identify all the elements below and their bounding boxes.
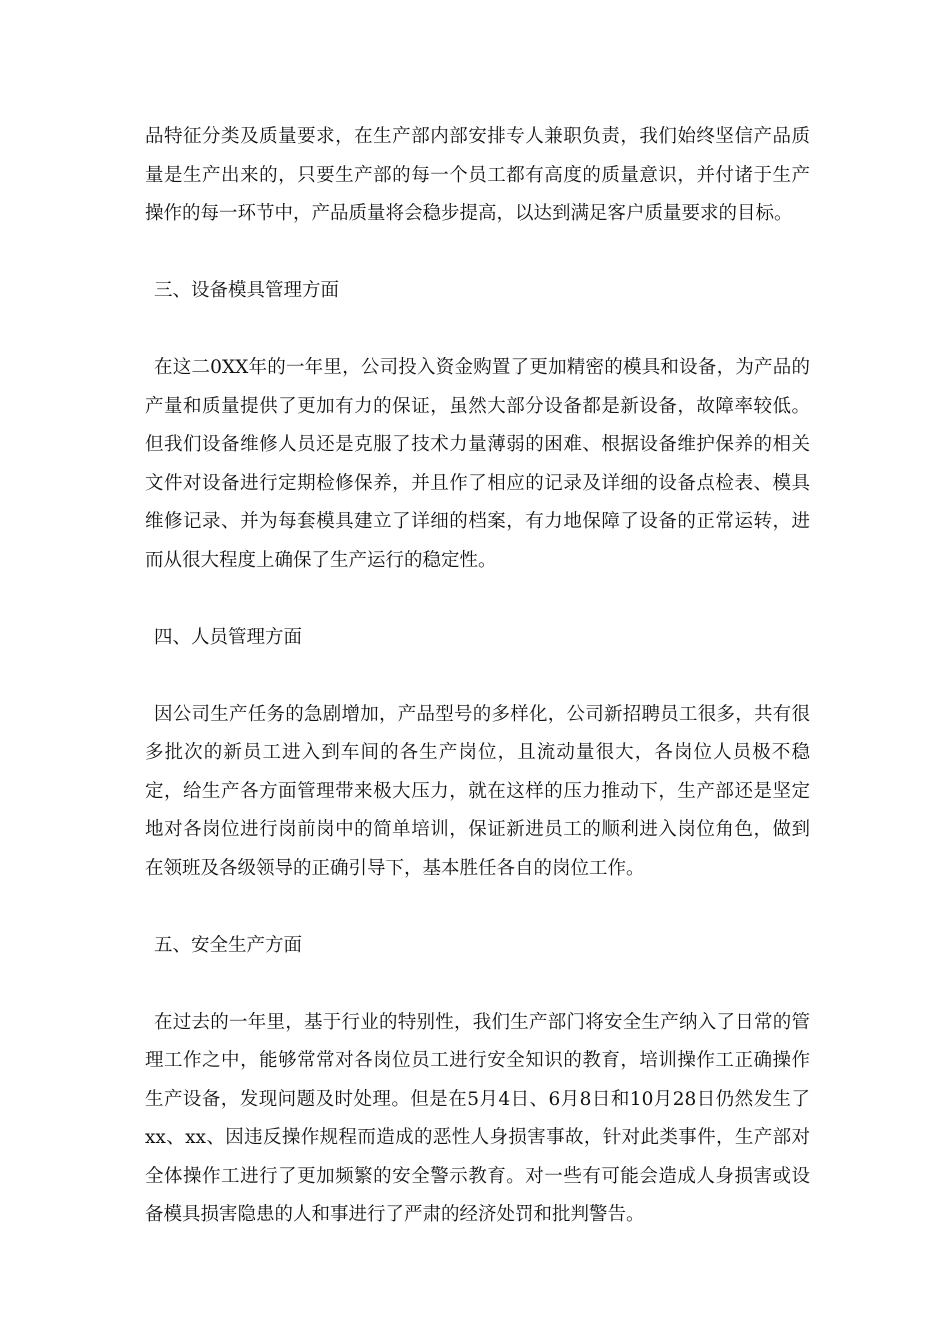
paragraph-gap: [145, 234, 810, 273]
paragraph-gap: [145, 657, 810, 696]
paragraph-gap: [145, 311, 810, 350]
section-heading-safety: 五、安全生产方面: [154, 934, 303, 956]
paragraph-gap: [145, 965, 810, 1004]
section-heading-equipment: 三、设备模具管理方面: [154, 280, 340, 301]
paragraph-quality-continued: 品特征分类及质量要求，在生产部内部安排专人兼职负责，我们始终坚信产品质量是生产出来的，只要生产部的每一个员工都有高度的质量意识，并付诸于生产操作的每一环节中，产品质量将会稳步提高，以达到满足客户质量要求的目标。: [145, 126, 810, 224]
paragraph-personnel: 因公司生产任务的急剧增加，产品型号的多样化，公司新招聘员工很多，共有很多批次的新员工进入到车间的各生产岗位，且流动量很大，各岗位人员极不稳定，给生产各方面管理带来极大压力，就在这样的压力推动下，生产部还是坚定地对各岗位进行岗前岗中的简单培训，保证新进员工的顺利进入岗位角色，做到在领班及各级领导的正确引导下，基本胜任各自的岗位工作。: [145, 703, 810, 879]
document-page: [145, 118, 810, 1235]
paragraph-safety: 在过去的一年里，基于行业的特别性，我们生产部门将安全生产纳入了日常的管理工作之中，能够常常对各岗位员工进行安全知识的教育，培训操作工正确操作生产设备，发现问题及时处理。但是在5月4日、6月8日和10月28日仍然发生了xx、xx、因违反操作规程而造成的恶性人身损害事故，针对此类事件，生产部对全体操作工进行了更加频繁的安全警示教育。对一些有可能会造成人身损害或设备模具损害隐患的人和事进行了严肃的经济处罚和批判警告。: [145, 1011, 810, 1225]
paragraph-gap: [145, 888, 810, 927]
paragraph-equipment: 在这二0XX年的一年里，公司投入资金购置了更加精密的模具和设备，为产品的产量和质量提供了更加有力的保证，虽然大部分设备都是新设备，故障率较低。但我们设备维修人员还是克服了技术力量薄弱的困难、根据设备维护保养的相关文件对设备进行定期检修保养，并且作了相应的记录及详细的设备点检表、模具维修记录、并为每套模具建立了详细的档案，有力地保障了设备的正常运转，进而从很大程度上确保了生产运行的稳定性。: [145, 357, 810, 571]
paragraph-gap: [145, 580, 810, 619]
section-heading-personnel: 四、人员管理方面: [154, 626, 303, 648]
